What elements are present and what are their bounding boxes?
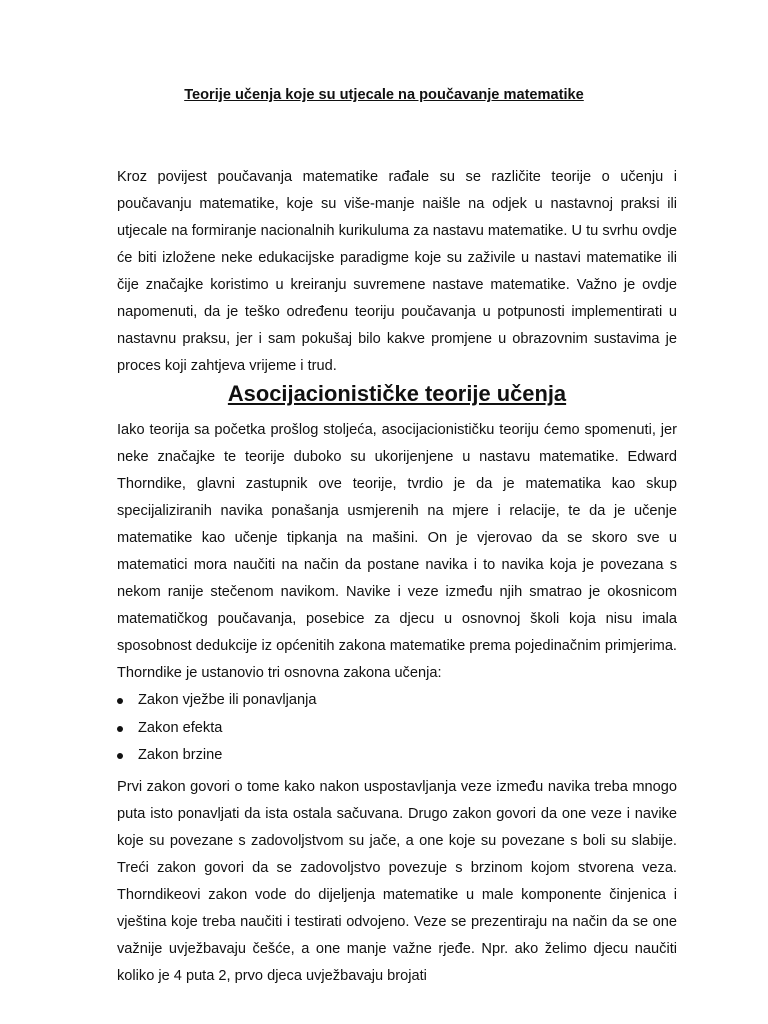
intro-paragraph: Kroz povijest poučavanja matematike rađale su se različite teorije o učenju i poučavanju matematike, koje su više-manje naišle na odjek u nastavnoj praksi ili utjecale na formiranje nacionalnih kurikuluma za nastavu matematike. U tu svrhu ovdje će biti izložene neke edukacijske paradigme koje su zaživile u nastavi matematike ili čije značajke koristimo u kreiranju suvremene nastave matematike. Važno je ovdje napomenuti, da je teško određenu teoriju poučavanja u potpunosti implementirati u nastavnu praksu, jer i sam pokušaj bilo kakve promjene u obrazovnim sustavima je proces koji zahtjeva vrijeme i trud. (117, 169, 677, 374)
list-item-label: Zakon brzine (138, 747, 223, 763)
list-item (117, 742, 677, 770)
bullet-icon (117, 753, 123, 759)
bullet-icon (117, 726, 123, 732)
list-item-label: Zakon vježbe ili ponavljanja (138, 692, 317, 708)
bullet-icon (117, 698, 123, 704)
document-body (117, 164, 677, 990)
list-item (117, 687, 677, 715)
list-item-label: Zakon efekta (138, 719, 223, 736)
laws-list (117, 687, 677, 770)
document-title: Teorije učenja koje su utjecale na poučavanje matematike (184, 87, 584, 103)
section-paragraph: Iako teorija sa početka prošlog stoljeća, asocijacionističku teoriju ćemo spomenuti, jer neke značajke te teorije duboko su ukorijenjene u nastavu matematike. Edward Thorndike, glavni zastupnik ove teorije, tvrdio je da je matematika kao skup specijaliziranih navika ponašanja usmjerenih na mjere i relacije, te da je učenje matematike kao učenje tipkanja na mašini. On je vjerovao da se skoro sve u matematici mora naučiti na način da postane navika i to navika koja je povezana s nekom ranije stečenom navikom. Navike i veze između njih smatrao je okosnicom matematičkog poučavanja, posebice za djecu u osnovnoj školi koja nisu imala sposobnost dedukcije iz općenitih zakona matematike prema pojedinačnim primjerima. Thorndike je ustanovio tri osnovna zakona učenja: (117, 422, 677, 681)
closing-paragraph: Prvi zakon govori o tome kako nakon uspostavljanja veze između navika treba mnogo puta isto ponavljati da ista ostala sačuvana. Drugo zakon govori da one veze i navike koje su povezane s zadovoljstvom su jače, a one koje su povezane s boli su slabije. Treći zakon govori da se zadovoljstvo povezuje s brzinom kojom stvorena veza. Thorndikeovi zakon vode do dijeljenja matematike u male komponente činjenica i vještina koje treba naučiti i testirati odvojeno. Veze se prezentiraju na način da se one važnije uvježbavaju češće, a one manje važne rjeđe. Npr. ako želimo djecu naučiti koliko je 4 puta 2, prvo djeca uvježbavaju brojati (117, 778, 677, 984)
list-item (117, 715, 677, 743)
section-heading: Asocijacionističke teorije učenja (227, 381, 567, 406)
